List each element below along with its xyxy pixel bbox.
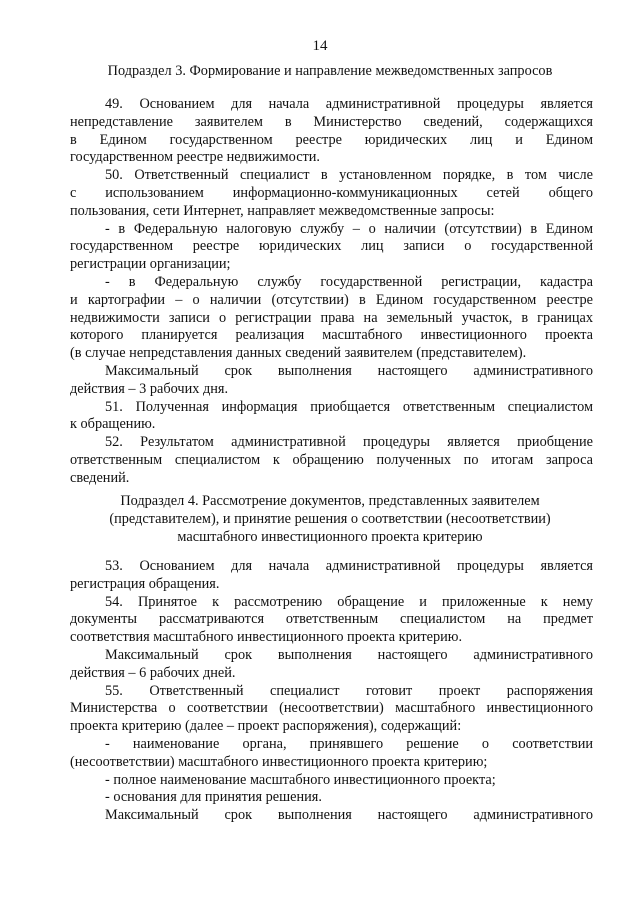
text-line: - в Федеральную налоговую службу – о наличии (отсутствии) в Едином xyxy=(105,220,593,237)
text-line: в Едином государственном реестре юридических лиц и Едином xyxy=(70,131,593,148)
text-line: и картографии – о наличии (отсутствии) в Едином государственном реестре xyxy=(70,291,593,308)
text-line: Максимальный срок выполнения настоящего административного xyxy=(105,646,593,663)
text-line: 50. Ответственный специалист в установленном порядке, в том числе xyxy=(105,167,593,184)
text-line: с использованием информационно-коммуникационных сетей общего xyxy=(70,184,593,201)
text-line: 52. Результатом административной процедуры является приобщение xyxy=(105,434,593,451)
text-line: соответствия масштабного инвестиционного проекта критерию. xyxy=(70,629,463,646)
text-line: регистрация обращения. xyxy=(70,575,220,592)
text-line: регистрации организации; xyxy=(70,256,231,273)
text-line: документы рассматриваются ответственным специалистом на предмет xyxy=(70,611,593,628)
section-3-heading: Подраздел 3. Формирование и направление межведомственных запросов xyxy=(107,63,553,79)
heading-line: Подраздел 4. Рассмотрение документов, представленных заявителем xyxy=(120,493,540,509)
text-line: государственном реестре недвижимости. xyxy=(70,149,321,166)
section-4-body xyxy=(70,558,593,825)
text-line: к обращению. xyxy=(70,416,156,433)
text-line: пользования, сети Интернет, направляет межведомственные запросы: xyxy=(70,202,495,219)
text-line: 53. Основанием для начала административной процедуры является xyxy=(105,558,593,574)
text-line: действия – 3 рабочих дня. xyxy=(70,380,229,397)
text-line: государственном реестре юридических лиц записи о государственной xyxy=(70,238,593,255)
text-line: Максимальный срок выполнения настоящего административного xyxy=(105,807,593,824)
text-line: 54. Принятое к рассмотрению обращение и приложенные к нему xyxy=(105,593,593,610)
section-3-body xyxy=(70,96,593,488)
heading-line: масштабного инвестиционного проекта критерию xyxy=(177,529,483,545)
heading-line: (представителем), и принятие решения о соответствии (несоответствии) xyxy=(109,511,551,527)
section-4-heading xyxy=(70,492,590,546)
text-line: (несоответствии) масштабного инвестиционного проекта критерию; xyxy=(70,753,488,770)
text-line: (в случае непредставления данных сведений заявителем (представителем). xyxy=(70,345,527,362)
text-line: Максимальный срок выполнения настоящего административного xyxy=(105,362,593,379)
text-line: 51. Полученная информация приобщается ответственным специалистом xyxy=(105,398,593,415)
text-line: Министерства о соответствии (несоответствии) масштабного инвестиционного xyxy=(70,700,593,717)
text-line: - полное наименование масштабного инвестиционного проекта; xyxy=(105,771,496,788)
text-line: ответственным специалистом к обращению полученных по итогам запроса xyxy=(70,451,593,468)
text-line: сведений. xyxy=(70,469,130,486)
text-line: которого планируется реализация масштабного инвестиционного проекта xyxy=(70,327,593,344)
text-line: проекта критерию (далее – проект распоряжения), содержащий: xyxy=(70,718,462,735)
text-line: действия – 6 рабочих дней. xyxy=(70,664,236,681)
text-line: 49. Основанием для начала административной процедуры является xyxy=(105,96,593,112)
text-line: недвижимости записи о регистрации права на земельный участок, в границах xyxy=(70,309,593,326)
page-number: 14 xyxy=(312,38,328,54)
text-line: 55. Ответственный специалист готовит проект распоряжения xyxy=(105,682,593,699)
text-line: непредставление заявителем в Министерство сведений, содержащихся xyxy=(70,113,593,130)
text-line: - наименование органа, принявшего решение о соответствии xyxy=(105,735,593,752)
text-line: - в Федеральную службу государственной регистрации, кадастра xyxy=(105,273,593,290)
text-line: - основания для принятия решения. xyxy=(105,789,322,806)
